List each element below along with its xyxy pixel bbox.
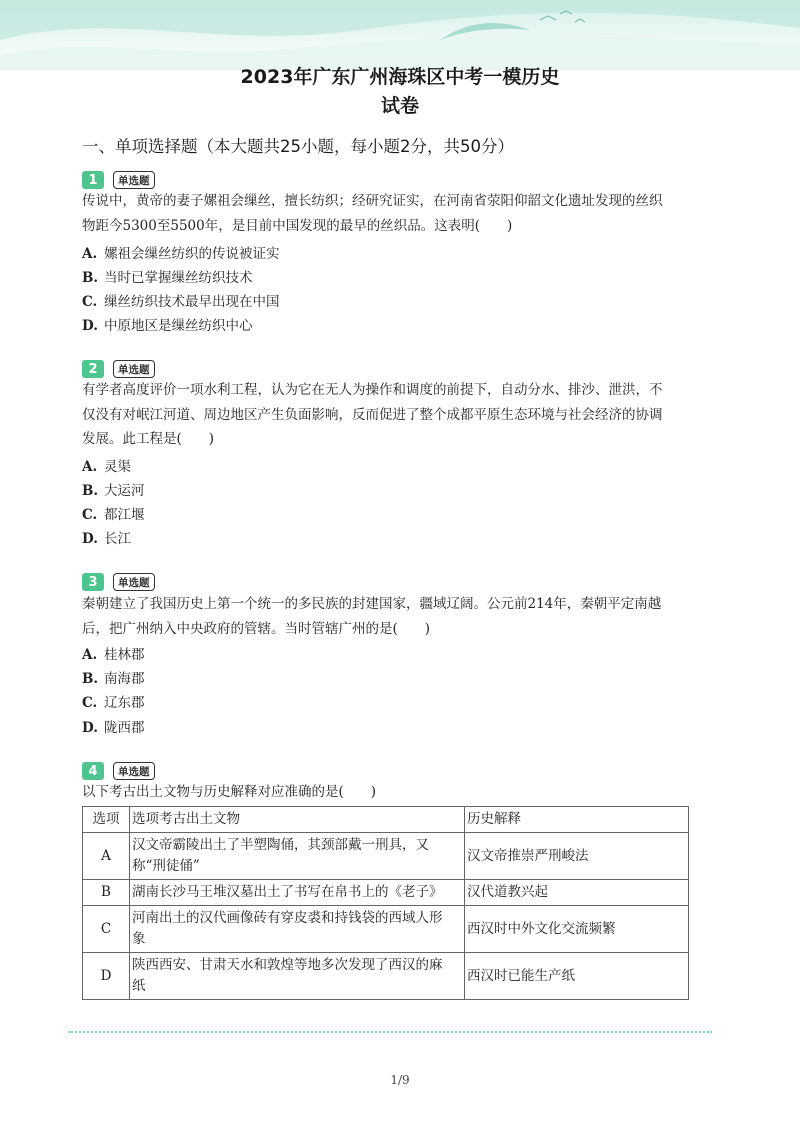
option-text: 大运河 [104,483,145,499]
option-c[interactable] [82,292,280,312]
option-text: 灵渠 [104,459,131,475]
table-cell-artifact [130,880,465,906]
option-d[interactable] [82,316,253,336]
question-type-tag: 单选题 [113,573,155,591]
table-header-cell: 选项 [83,807,130,833]
table-cell-option: C [83,906,130,953]
cell-line: 象 [132,931,146,947]
stem-line: 发展。此工程是( ) [82,431,215,447]
table-row [83,880,689,906]
stem-line: 有学者高度评价一项水利工程，认为它在无人为操作和调度的前提下，自动分水、排沙、泄洪，不 [82,382,663,398]
question-type-tag: 单选题 [113,360,155,378]
option-letter: D. [82,318,98,334]
table-cell-explanation: 西汉时中外文化交流频繁 [465,906,689,953]
stem-line: 秦朝建立了我国历史上第一个统一的多民族的封建国家，疆域辽阔。公元前214年，秦朝平定南越 [82,596,662,612]
option-letter: C. [82,695,98,711]
option-d[interactable] [82,529,131,549]
table-row [83,906,689,953]
option-text: 陇西郡 [104,720,145,736]
page-divider [68,1031,712,1033]
option-text: 都江堰 [104,507,145,523]
document-title-line2: 试卷 [380,95,419,117]
option-text: 缫丝纺织技术最早出现在中国 [104,294,280,310]
option-text: 桂林郡 [104,647,145,663]
question-number-badge: 2 [82,360,104,378]
question-4-stem [82,780,702,805]
option-c[interactable] [82,505,145,525]
cell-line: 湖南长沙马王堆汉墓出土了书写在帛书上的《老子》 [132,884,443,900]
option-letter: B. [82,270,99,286]
option-a[interactable] [82,244,280,264]
stem-line: 以下考古出土文物与历史解释对应准确的是( ) [82,784,377,800]
option-text: 辽东郡 [104,695,145,711]
section-title: 一、单项选择题（本大题共25小题，每小题2分，共50分） [82,137,514,156]
question-1-stem [82,189,702,238]
table-header-cell: 选项考古出土文物 [130,807,465,833]
table-header-row [83,807,689,833]
page-number: 1/9 [390,1073,410,1087]
question-type-tag: 单选题 [113,762,155,780]
option-letter: A. [82,246,98,262]
option-d[interactable] [82,718,145,738]
option-letter: C. [82,507,98,523]
option-text: 当时已掌握缫丝纺织技术 [104,270,253,286]
question-3-header [82,572,155,592]
question-4-header [82,761,155,781]
option-letter: A. [82,647,98,663]
cell-line: 汉文帝霸陵出土了半塑陶俑，其颈部戴一刑具，又 [132,837,429,853]
option-b[interactable] [82,268,253,288]
stem-line: 传说中，黄帝的妻子嫘祖会缫丝，擅长纺织；经研究证实，在河南省荥阳仰韶文化遗址发现的丝织 [82,193,663,209]
option-b[interactable] [82,481,145,501]
table-cell-explanation: 汉文帝推崇严刑峻法 [465,833,689,880]
option-letter: B. [82,671,99,687]
table-cell-artifact [130,953,465,1000]
option-letter: C. [82,294,98,310]
stem-line: 物距今5300至5500年，是目前中国发现的最早的丝织品。这表明( ) [82,217,513,234]
table-cell-artifact [130,906,465,953]
table-row [83,833,689,880]
option-letter: D. [82,531,98,547]
question-number-badge: 1 [82,171,104,189]
table-header-cell: 历史解释 [465,807,689,833]
cell-line: 陕西西安、甘肃天水和敦煌等地多次发现了西汉的麻 [132,957,443,973]
option-letter: B. [82,483,99,499]
option-text: 中原地区是缫丝纺织中心 [104,318,253,334]
document-title: 2023年广东广州海珠区中考一模历史 [240,66,560,88]
stem-line: 仅没有对岷江河道、周边地区产生负面影响，反而促进了整个成都平原生态环境与社会经济的协调 [82,406,663,423]
cell-line: 纸 [132,978,146,994]
option-c[interactable] [82,693,145,713]
question-2-stem [82,378,702,452]
option-a[interactable] [82,645,145,665]
question-1-header [82,170,155,190]
option-b[interactable] [82,669,145,689]
option-a[interactable] [82,457,131,477]
question-number-badge: 3 [82,573,104,591]
question-2-header [82,359,155,379]
cell-line: 称“刑徒俑” [132,858,200,874]
cell-line: 河南出土的汉代画像砖有穿皮裘和持钱袋的西域人形 [132,910,443,926]
question-type-tag: 单选题 [113,171,155,189]
option-letter: A. [82,459,98,475]
table-cell-option: A [83,833,130,880]
option-text: 嫘祖会缫丝纺织的传说被证实 [104,246,280,262]
question-4-table [82,806,689,1000]
question-number-badge: 4 [82,762,104,780]
option-text: 南海郡 [104,671,145,687]
option-text: 长江 [104,531,131,547]
table-cell-explanation: 汉代道教兴起 [465,880,689,906]
question-3-stem [82,592,702,641]
header-banner-decoration [0,0,800,70]
table-cell-explanation: 西汉时已能生产纸 [465,953,689,1000]
stem-line: 后，把广州纳入中央政府的管辖。当时管辖广州的是( ) [82,620,431,637]
table-row [83,953,689,1000]
table-cell-artifact [130,833,465,880]
option-letter: D. [82,720,98,736]
table-cell-option: B [83,880,130,906]
table-cell-option: D [83,953,130,1000]
